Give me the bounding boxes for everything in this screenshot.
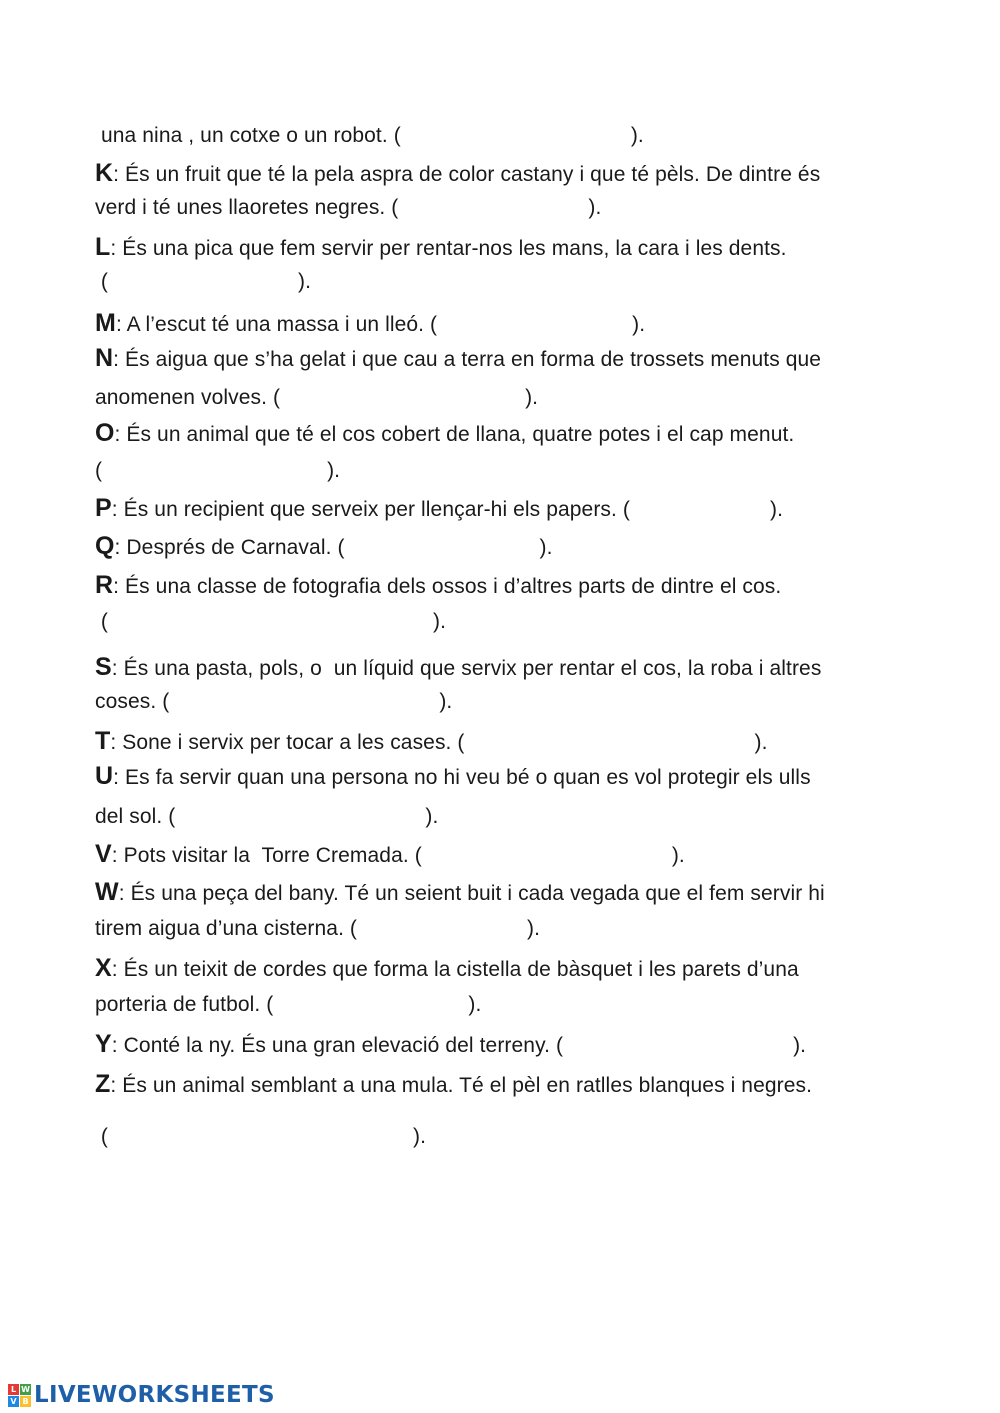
entry-text: : És un animal que té el cos cobert de llana, quatre potes i el cap menut. xyxy=(114,423,795,446)
entry-text: del sol. ( xyxy=(95,805,176,828)
entry-letter: O xyxy=(95,419,115,447)
closing-paren: ). xyxy=(539,536,553,559)
entry-letter: R xyxy=(95,571,114,599)
closing-paren: ). xyxy=(433,610,447,633)
entry-text: : És una pica que fem servir per rentar-nos les mans, la cara i les dents. xyxy=(110,237,787,260)
closing-paren: ). xyxy=(632,313,646,336)
closing-paren: ). xyxy=(588,196,602,219)
closing-paren: ). xyxy=(439,690,453,713)
entry-line xyxy=(95,655,821,681)
closing-paren: ). xyxy=(525,386,539,409)
closing-paren: ). xyxy=(671,844,685,867)
entry-text: : És un teixit de cordes que forma la cistella de bàsquet i les parets d’una xyxy=(111,958,799,981)
logo-mark-l: L xyxy=(8,1384,19,1395)
entry-letter: V xyxy=(95,840,112,868)
entry-text: : És aigua que s’ha gelat i que cau a terra en forma de trossets menuts que xyxy=(113,348,822,371)
entry-line xyxy=(95,270,311,294)
entry-line xyxy=(95,956,799,982)
entry-line xyxy=(95,690,452,714)
entry-line xyxy=(95,346,821,372)
entry-letter: Q xyxy=(95,532,115,560)
entry-line xyxy=(95,534,553,560)
entry-line xyxy=(95,1125,426,1149)
entry-text: ( xyxy=(95,270,109,293)
entry-line xyxy=(95,842,685,868)
entry-letter: U xyxy=(95,762,114,790)
entry-letter: W xyxy=(95,878,119,906)
entry-text: : Es fa servir quan una persona no hi veu bé o quan es vol protegir els ulls xyxy=(113,766,811,789)
entry-text: : A l’escut té una massa i un lleó. ( xyxy=(115,313,438,336)
entry-text: : Pots visitar la Torre Cremada. ( xyxy=(111,844,422,867)
entry-text: : És un fruit que té la pela aspra de color castany i que té pèls. De dintre és xyxy=(113,163,821,186)
entry-letter: Z xyxy=(95,1070,111,1098)
entry-text: : És un recipient que serveix per llençar-hi els papers. ( xyxy=(111,498,630,521)
entry-line xyxy=(95,1032,806,1058)
closing-paren: ). xyxy=(425,805,439,828)
entry-line xyxy=(95,805,438,829)
entry-text: : Després de Carnaval. ( xyxy=(114,536,345,559)
closing-paren: ). xyxy=(770,498,784,521)
entry-letter: N xyxy=(95,344,114,372)
entry-line xyxy=(95,496,783,522)
entry-line xyxy=(95,421,794,447)
closing-paren: ). xyxy=(468,993,482,1016)
closing-paren: ). xyxy=(793,1034,807,1057)
entry-line xyxy=(95,729,768,755)
closing-paren: ). xyxy=(754,731,768,754)
closing-paren: ). xyxy=(298,270,312,293)
entry-line xyxy=(95,1072,812,1098)
entry-text: coses. ( xyxy=(95,690,170,713)
entry-text: ( xyxy=(95,459,103,482)
entry-letter: X xyxy=(95,954,112,982)
entry-text: : És una peça del bany. Té un seient buit i cada vegada que el fem servir hi xyxy=(118,882,825,905)
entry-line xyxy=(95,573,781,599)
entry-letter: K xyxy=(95,159,114,187)
logo-mark-w: W xyxy=(21,1384,30,1394)
entry-line xyxy=(95,386,538,410)
entry-text: : Sone i servix per tocar a les cases. ( xyxy=(110,731,465,754)
entry-text: porteria de futbol. ( xyxy=(95,993,274,1016)
entry-letter: M xyxy=(95,309,116,337)
closing-paren: ). xyxy=(630,124,644,147)
entry-line xyxy=(95,311,645,337)
entry-letter: S xyxy=(95,653,112,681)
entry-text: : És una pasta, pols, o un líquid que servix per rentar el cos, la roba i altres xyxy=(111,657,822,680)
entry-letter: Y xyxy=(95,1030,112,1058)
entry-line xyxy=(95,880,825,906)
entry-letter: L xyxy=(95,233,111,261)
entry-text: anomenen volves. ( xyxy=(95,386,281,409)
entry-text: una nina , un cotxe o un robot. ( xyxy=(101,124,401,147)
entry-line xyxy=(95,459,340,483)
closing-paren: ). xyxy=(527,917,541,940)
liveworksheets-brand: LIVEWORKSHEETS xyxy=(34,1382,275,1408)
entry-line xyxy=(95,235,787,261)
entry-text: tirem aigua d’una cisterna. ( xyxy=(95,917,358,940)
logo-mark-v: V xyxy=(8,1396,19,1407)
entry-letter: T xyxy=(95,727,111,755)
closing-paren: ). xyxy=(413,1125,427,1148)
liveworksheets-logo-icon xyxy=(8,1384,31,1407)
entry-letter: P xyxy=(95,494,112,522)
entry-text: : És una classe de fotografia dels ossos i d’altres parts de dintre el cos. xyxy=(113,575,782,598)
entry-text: ( xyxy=(95,610,109,633)
logo-mark-b: B xyxy=(20,1396,31,1407)
entry-line xyxy=(95,917,540,941)
entry-text: : Conté la ny. És una gran elevació del terreny. ( xyxy=(111,1034,564,1057)
entry-line xyxy=(95,764,811,790)
entry-text: : És un animal semblant a una mula. Té el pèl en ratlles blanques i negres. xyxy=(110,1074,813,1097)
entry-line xyxy=(101,124,644,148)
liveworksheets-logo xyxy=(8,1382,275,1408)
entry-text: verd i té unes llaoretes negres. ( xyxy=(95,196,399,219)
entry-text: ( xyxy=(95,1125,109,1148)
entry-line xyxy=(95,993,481,1017)
closing-paren: ). xyxy=(327,459,341,482)
entry-line xyxy=(95,161,820,187)
entry-line xyxy=(95,196,601,220)
entry-line xyxy=(95,610,446,634)
